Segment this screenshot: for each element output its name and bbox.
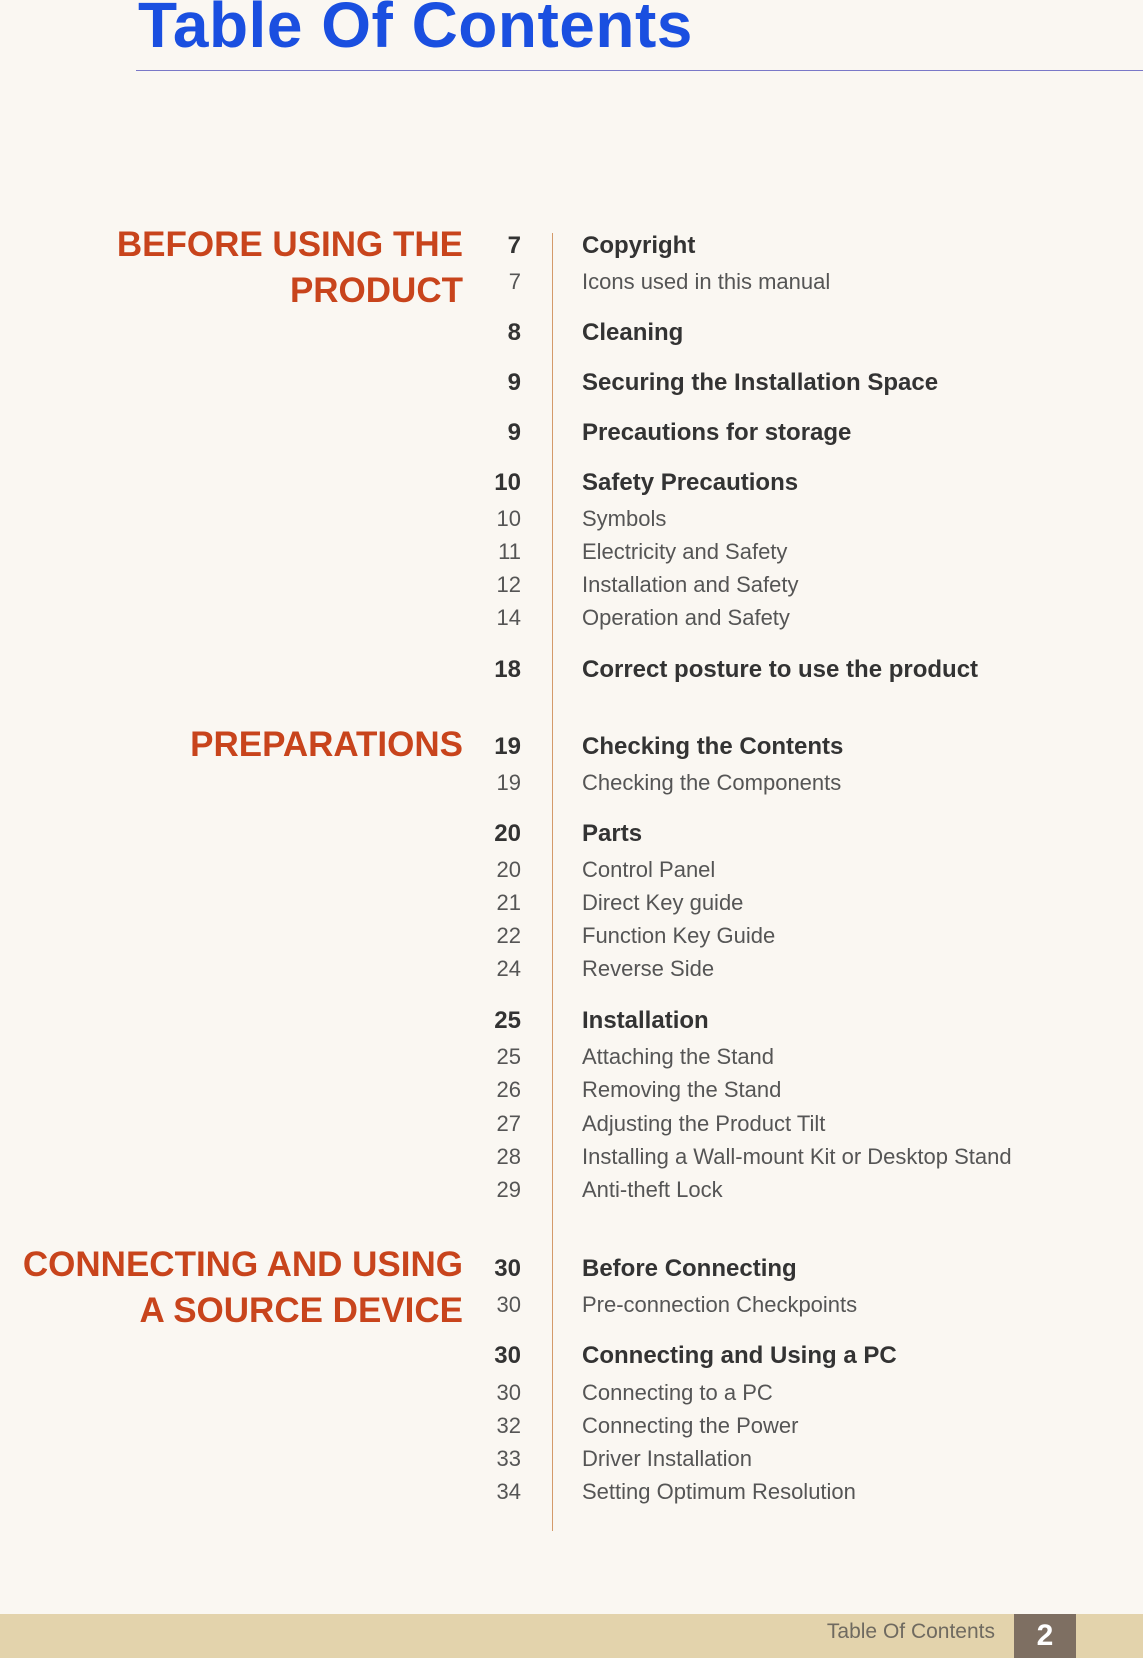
toc-entry-label[interactable]: Direct Key guide bbox=[582, 890, 744, 915]
toc-entry-label[interactable]: Connecting to a PC bbox=[582, 1380, 773, 1405]
section-title-line: CONNECTING AND USING bbox=[22, 1245, 463, 1284]
section-title-line: PREPARATIONS bbox=[190, 725, 463, 764]
toc-entry-sub[interactable] bbox=[0, 1446, 1143, 1480]
toc-page-number: 32 bbox=[496, 1413, 521, 1438]
toc-entry-sub[interactable] bbox=[0, 506, 1143, 540]
toc-entry-sub[interactable] bbox=[0, 1479, 1143, 1513]
toc-entry-label[interactable]: Checking the Components bbox=[582, 770, 842, 795]
toc-page-number: 20 bbox=[494, 820, 521, 847]
toc-entry-sub[interactable] bbox=[0, 539, 1143, 573]
footer-label: Table Of Contents bbox=[826, 1620, 995, 1643]
toc-entry-label[interactable]: Driver Installation bbox=[582, 1446, 752, 1471]
toc-entry-label[interactable]: Copyright bbox=[582, 232, 696, 259]
toc-entry-label[interactable]: Reverse Side bbox=[582, 956, 715, 981]
section-title-line: A SOURCE DEVICE bbox=[139, 1291, 463, 1330]
toc-entry-label[interactable]: Safety Precautions bbox=[582, 469, 799, 496]
toc-entry-sub[interactable] bbox=[0, 1077, 1143, 1111]
toc-entry-label[interactable]: Operation and Safety bbox=[582, 605, 790, 630]
toc-entry-sub[interactable] bbox=[0, 770, 1143, 804]
toc-entry-sub[interactable] bbox=[0, 1044, 1143, 1078]
toc-page-number: 24 bbox=[496, 956, 521, 981]
toc-page-number: 21 bbox=[496, 890, 521, 915]
toc-page-number: 7 bbox=[508, 269, 521, 294]
toc-entry-label[interactable]: Pre-connection Checkpoints bbox=[582, 1292, 858, 1317]
toc-entry-sub[interactable] bbox=[0, 1380, 1143, 1414]
toc-page-number: 9 bbox=[507, 419, 521, 446]
toc-entry-label[interactable]: Control Panel bbox=[582, 857, 716, 882]
toc-page-number: 10 bbox=[496, 506, 521, 531]
toc-page-number: 30 bbox=[494, 1255, 521, 1282]
toc-entry-label[interactable]: Correct posture to use the product bbox=[582, 656, 979, 683]
toc-entry-label[interactable]: Connecting and Using a PC bbox=[582, 1342, 897, 1369]
toc-entry-label[interactable]: Function Key Guide bbox=[582, 923, 776, 948]
toc-entry-main[interactable] bbox=[0, 1255, 1143, 1289]
toc-page-number: 8 bbox=[507, 319, 521, 346]
toc-entry-sub[interactable] bbox=[0, 1111, 1143, 1145]
toc-entry-label[interactable]: Parts bbox=[582, 820, 643, 847]
toc-entry-main[interactable] bbox=[0, 733, 1143, 767]
toc-entry-sub[interactable] bbox=[0, 1413, 1143, 1447]
toc-page-number: 25 bbox=[494, 1007, 521, 1034]
toc-page-number: 18 bbox=[494, 656, 521, 683]
title-divider bbox=[136, 70, 1143, 71]
toc-entry-label[interactable]: Before Connecting bbox=[582, 1255, 797, 1282]
toc-page-number: 20 bbox=[496, 857, 521, 882]
toc-page-number: 34 bbox=[496, 1479, 521, 1504]
toc-page-number: 19 bbox=[496, 770, 521, 795]
toc-entry-label[interactable]: Anti-theft Lock bbox=[582, 1177, 723, 1202]
toc-entry-label[interactable]: Electricity and Safety bbox=[582, 539, 788, 564]
toc-entry-main[interactable] bbox=[0, 1342, 1143, 1376]
toc-entry-label[interactable]: Adjusting the Product Tilt bbox=[582, 1111, 826, 1136]
toc-page-number: 9 bbox=[507, 369, 521, 396]
toc-entry-main[interactable] bbox=[0, 1007, 1143, 1041]
toc-entry-sub[interactable] bbox=[0, 923, 1143, 957]
toc-entry-main[interactable] bbox=[0, 419, 1143, 453]
toc-page-number: 7 bbox=[507, 232, 521, 259]
toc-entry-sub[interactable] bbox=[0, 956, 1143, 990]
toc-page-number: 27 bbox=[496, 1111, 521, 1136]
toc-entry-main[interactable] bbox=[0, 319, 1143, 353]
toc-entry-label[interactable]: Cleaning bbox=[582, 319, 684, 346]
toc-page-number: 26 bbox=[496, 1077, 521, 1102]
section-title-line: PRODUCT bbox=[289, 271, 463, 310]
toc-page-number: 22 bbox=[496, 923, 521, 948]
toc-entry-label[interactable]: Installation and Safety bbox=[582, 572, 799, 597]
toc-page-number: 25 bbox=[496, 1044, 521, 1069]
toc-page-number: 28 bbox=[496, 1144, 521, 1169]
toc-entry-label[interactable]: Checking the Contents bbox=[582, 733, 844, 760]
toc-entry-label[interactable]: Removing the Stand bbox=[582, 1077, 782, 1102]
page-number: 2 bbox=[1014, 1614, 1076, 1658]
toc-page-number: 11 bbox=[498, 539, 521, 564]
toc-page-number: 29 bbox=[496, 1177, 521, 1202]
toc-entry-main[interactable] bbox=[0, 369, 1143, 403]
toc-entry-sub[interactable] bbox=[0, 857, 1143, 891]
toc-entry-label[interactable]: Securing the Installation Space bbox=[582, 369, 939, 396]
toc-entry-main[interactable] bbox=[0, 469, 1143, 503]
toc-page-number: 30 bbox=[494, 1342, 521, 1369]
toc-entry-label[interactable]: Connecting the Power bbox=[582, 1413, 799, 1438]
toc-page-number: 14 bbox=[496, 605, 521, 630]
toc-page-number: 19 bbox=[494, 733, 521, 760]
toc-entry-label[interactable]: Installing a Wall-mount Kit or Desktop Stand bbox=[582, 1144, 1012, 1169]
toc-page-number: 33 bbox=[496, 1446, 521, 1471]
toc-entry-label[interactable]: Setting Optimum Resolution bbox=[582, 1479, 856, 1504]
toc-entry-label[interactable]: Attaching the Stand bbox=[582, 1044, 775, 1069]
toc-entry-sub[interactable] bbox=[0, 1144, 1143, 1178]
toc-entry-main[interactable] bbox=[0, 820, 1143, 854]
toc-page-number: 10 bbox=[494, 469, 521, 496]
toc-page-number: 30 bbox=[496, 1292, 521, 1317]
toc-page-number: 30 bbox=[496, 1380, 521, 1405]
page-title: Table Of Contents bbox=[138, 0, 693, 61]
toc-entry-sub[interactable] bbox=[0, 269, 1143, 303]
toc-entry-label[interactable]: Symbols bbox=[582, 506, 667, 531]
toc-entry-sub[interactable] bbox=[0, 1177, 1143, 1211]
toc-entry-main[interactable] bbox=[0, 232, 1143, 266]
toc-entry-label[interactable]: Installation bbox=[582, 1007, 709, 1034]
toc-entry-label[interactable]: Precautions for storage bbox=[582, 419, 852, 446]
toc-entry-main[interactable] bbox=[0, 656, 1143, 690]
toc-entry-sub[interactable] bbox=[0, 1292, 1143, 1326]
section-title-line: BEFORE USING THE bbox=[116, 225, 463, 264]
toc-entry-sub[interactable] bbox=[0, 572, 1143, 606]
toc-entry-sub[interactable] bbox=[0, 605, 1143, 639]
toc-entry-label[interactable]: Icons used in this manual bbox=[582, 269, 831, 294]
toc-page-number: 12 bbox=[496, 572, 521, 597]
toc-entry-sub[interactable] bbox=[0, 890, 1143, 924]
